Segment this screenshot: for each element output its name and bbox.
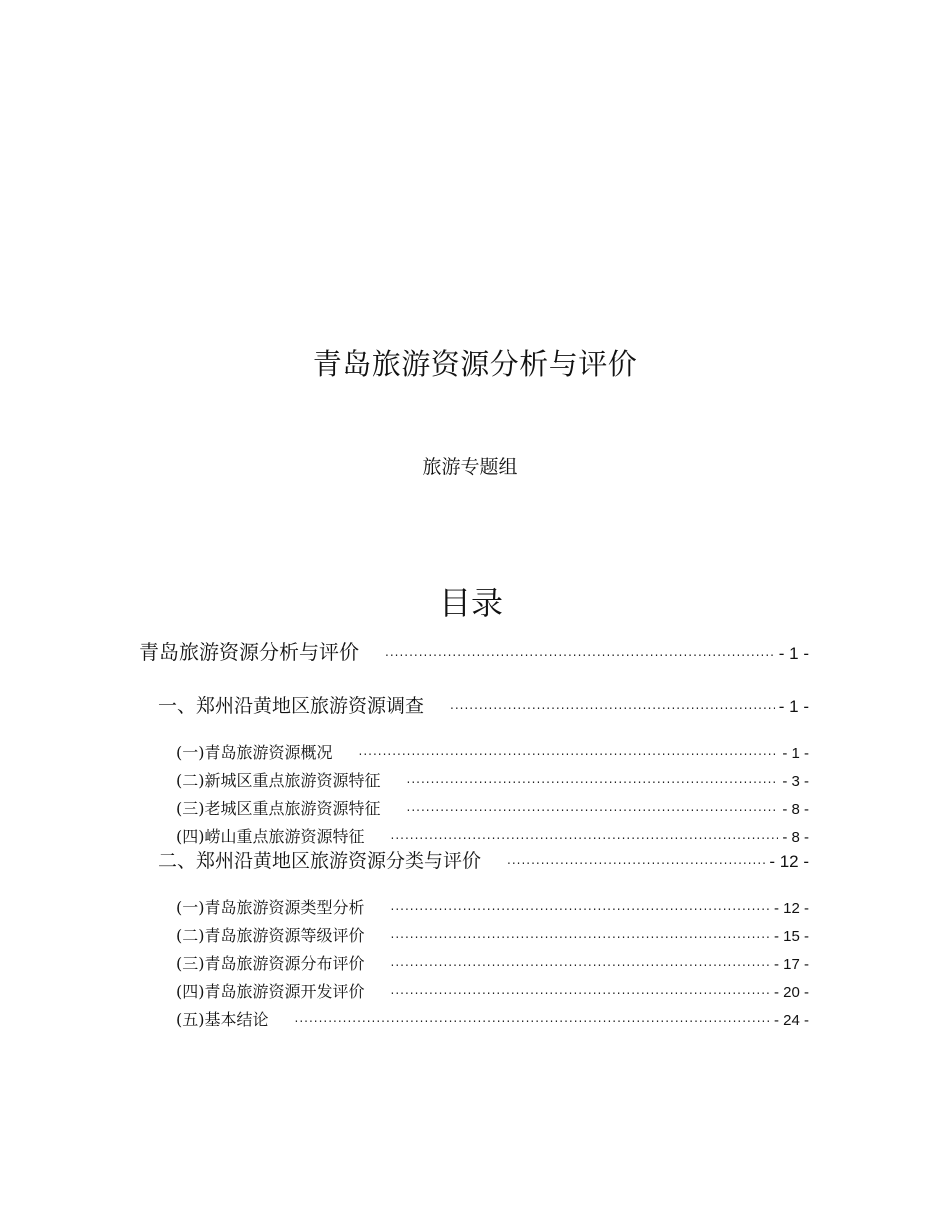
toc-entry-label: (三)青岛旅游资源分布评价 [176,954,365,973]
toc-entry-label: (五)基本结论 [176,1010,269,1029]
toc-entry[interactable] [176,951,809,974]
toc-entry[interactable] [176,768,809,791]
toc-entry-label: 一、郑州沿黄地区旅游资源调查 [158,695,425,717]
toc-dot-leader [391,899,770,913]
toc-dot-leader [407,800,779,814]
toc-entry[interactable] [176,824,809,847]
toc-entry-page: - 12 - [773,900,809,917]
toc-entry-label: (二)新城区重点旅游资源特征 [176,771,381,790]
toc-dot-leader [407,772,779,786]
toc-entry-label: (一)青岛旅游资源类型分析 [176,898,365,917]
toc-entry-page: - 3 - [782,773,809,790]
toc-entry[interactable] [158,691,809,718]
toc-entry[interactable] [176,979,809,1002]
toc-heading: 目录 [438,584,503,622]
toc-entry-page: - 8 - [782,801,809,818]
toc-entry-page: - 1 - [782,745,809,762]
toc-dot-leader [391,828,779,842]
toc-dot-leader [295,1011,770,1025]
toc-dot-leader [391,955,770,969]
toc-dot-leader [507,853,765,867]
toc-entry[interactable] [176,1007,809,1030]
toc-entry-page: - 12 - [769,852,809,871]
toc-entry-label: 青岛旅游资源分析与评价 [139,640,359,664]
toc-dot-leader [391,927,770,941]
toc-dot-leader [450,698,775,712]
toc-entry-label: (三)老城区重点旅游资源特征 [176,799,381,818]
toc-entry-page: - 17 - [773,956,809,973]
toc-entry-label: (一)青岛旅游资源概况 [176,743,333,762]
toc-dot-leader [391,983,770,997]
toc-entry-label: (四)崂山重点旅游资源特征 [176,827,365,846]
toc-entry-page: - 8 - [782,829,809,846]
toc-entry-page: - 24 - [773,1012,809,1029]
toc-entry-label: 二、郑州沿黄地区旅游资源分类与评价 [158,850,482,872]
toc-entry[interactable] [158,846,809,873]
document-author: 旅游专题组 [422,456,518,478]
toc-dot-leader [385,645,775,659]
toc-entry-page: - 20 - [773,984,809,1001]
toc-entry-page: - 1 - [778,644,809,663]
toc-entry[interactable] [176,796,809,819]
toc-entry-page: - 15 - [773,928,809,945]
document-title: 青岛旅游资源分析与评价 [312,347,638,381]
toc-dot-leader [359,744,779,758]
toc-entry[interactable] [139,636,809,665]
toc-entry[interactable] [176,923,809,946]
toc-entry-label: (二)青岛旅游资源等级评价 [176,926,365,945]
toc-entry-page: - 1 - [778,697,809,716]
toc-entry-label: (四)青岛旅游资源开发评价 [176,982,365,1001]
toc-entry[interactable] [176,895,809,918]
toc-entry[interactable] [176,740,809,763]
